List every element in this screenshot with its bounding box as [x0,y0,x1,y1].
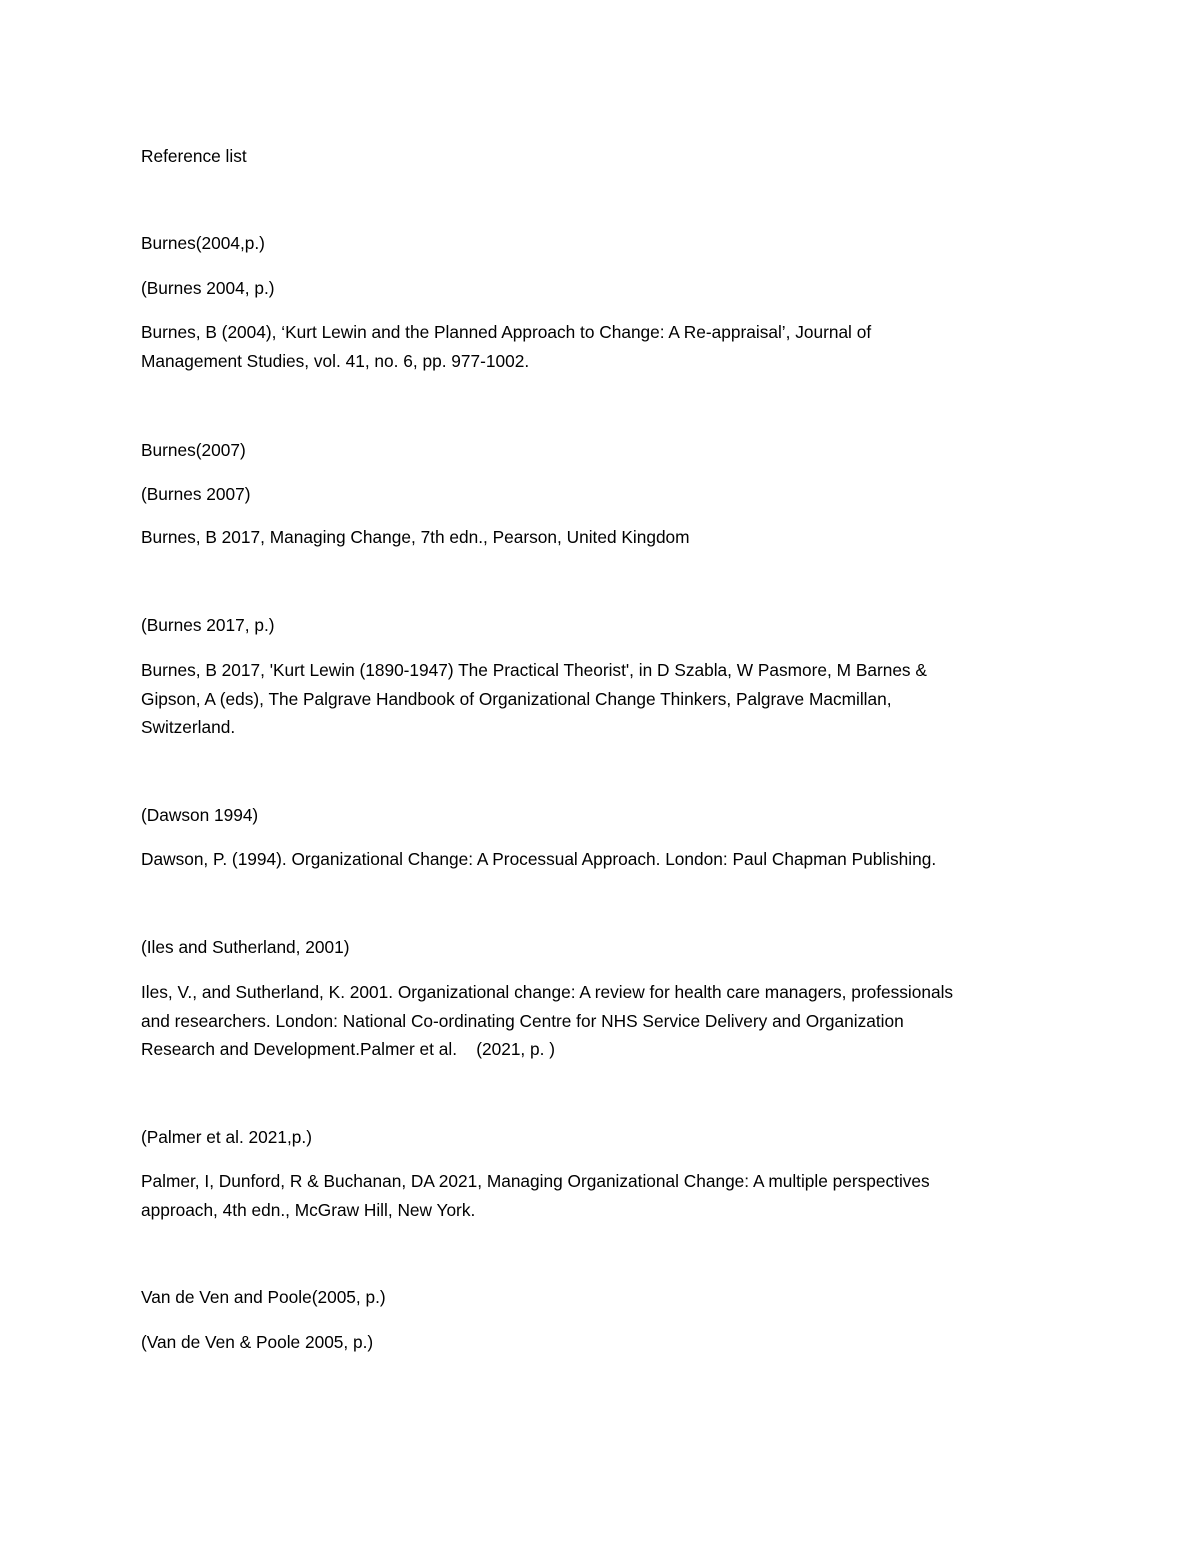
reference-entry: Burnes, B 2017, Managing Change, 7th edn., Pearson, United Kingdom [141,527,690,547]
parenthetical-citation: (Burnes 2007) [141,484,251,504]
reference-line: and researchers. London: National Co-ordinating Centre for NHS Service Delivery and Organization [141,1010,904,1031]
reference-line: Burnes, B 2017, 'Kurt Lewin (1890-1947) The Practical Theorist', in D Szabla, W Pasmore, M Barnes & [141,660,927,680]
reference-entry [141,978,1071,1064]
short-citation: Burnes(2004,p.) [141,233,265,253]
reference-entry: Dawson, P. (1994). Organizational Change: A Processual Approach. London: Paul Chapman Publishing. [141,849,937,869]
reference-line: Palmer, I, Dunford, R & Buchanan, DA 2021, Managing Organizational Change: A multiple perspectives [141,1171,930,1191]
reference-line: Gipson, A (eds), The Palgrave Handbook of Organizational Change Thinkers, Palgrave Macmillan, [141,688,892,709]
short-citation: Burnes(2007) [141,440,246,460]
reference-line: Management Studies, vol. 41, no. 6, pp. 977-1002. [141,350,530,371]
parenthetical-citation: (Iles and Sutherland, 2001) [141,937,350,957]
parenthetical-citation: (Palmer et al. 2021,p.) [141,1127,312,1147]
reference-entry [141,1167,1071,1224]
reference-line: approach, 4th edn., McGraw Hill, New York. [141,1199,476,1220]
reference-line: Research and Development.Palmer et al. (2021, p. ) [141,1039,555,1059]
parenthetical-citation: (Van de Ven & Poole 2005, p.) [141,1332,374,1352]
reference-line: Burnes, B (2004), ‘Kurt Lewin and the Planned Approach to Change: A Re-appraisal’, Journal of [141,322,872,342]
reference-line: Switzerland. [141,717,236,737]
page-title: Reference list [141,146,247,166]
reference-entry [141,318,1071,375]
parenthetical-citation: (Dawson 1994) [141,805,259,825]
parenthetical-citation: (Burnes 2017, p.) [141,615,275,635]
reference-entry [141,656,1071,742]
reference-line: Iles, V., and Sutherland, K. 2001. Organizational change: A review for health care managers, professionals [141,982,954,1002]
short-citation: Van de Ven and Poole(2005, p.) [141,1287,386,1307]
parenthetical-citation: (Burnes 2004, p.) [141,278,275,298]
